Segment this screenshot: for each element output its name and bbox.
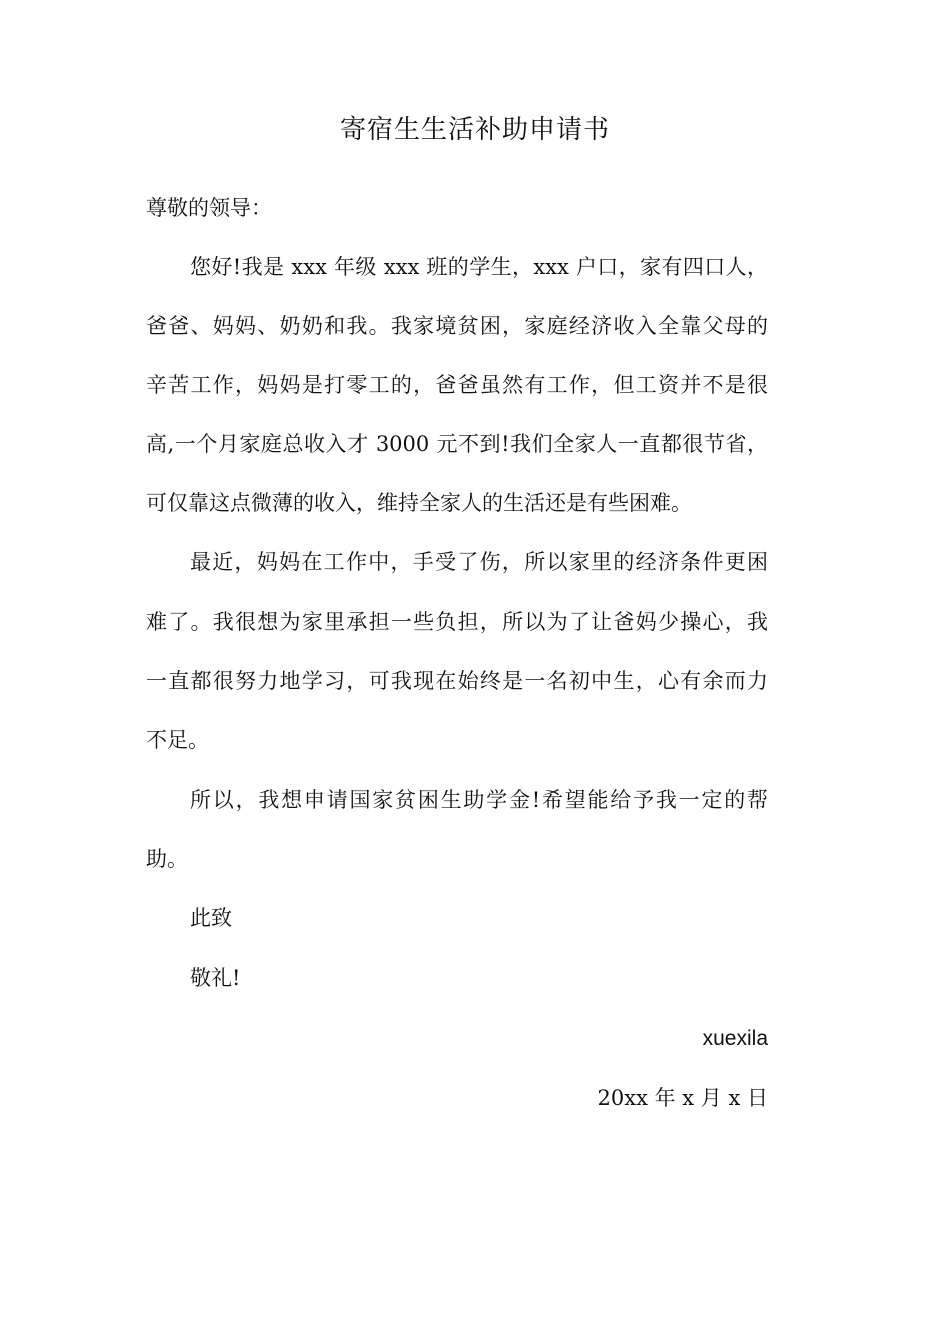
paragraph-2-line-3: 一直都很努力地学习，可我现在始终是一名初中生，心有余而力	[146, 669, 768, 693]
paragraph-1-line-3: 辛苦工作，妈妈是打零工的，爸爸虽然有工作，但工资并不是很	[146, 373, 768, 397]
paragraph-1-line-5: 可仅靠这点微薄的收入，维持全家人的生活还是有些困难。	[146, 491, 692, 515]
paragraph-2-line-2: 难了。我很想为家里承担一些负担，所以为了让爸妈少操心，我	[146, 610, 768, 634]
paragraph-2-line-4: 不足。	[146, 728, 209, 752]
paragraph-1-line-2: 爸爸、妈妈、奶奶和我。我家境贫困，家庭经济收入全靠父母的	[146, 314, 768, 338]
paragraph-1-line-4: 高,一个月家庭总收入才 3000 元不到!我们全家人一直都很节省，	[146, 432, 768, 456]
paragraph-3-line-1: 所以，我想申请国家贫困生助学金!希望能给予我一定的帮	[190, 788, 768, 812]
salutation: 尊敬的领导：	[146, 196, 272, 220]
paragraph-1-line-1: 您好!我是 xxx 年级 xxx 班的学生，xxx 户口，家有四口人，	[190, 255, 768, 279]
closing-cizhi: 此致	[190, 906, 232, 930]
closing-jingli: 敬礼!	[190, 966, 241, 990]
date: 20xx 年 x 月 x 日	[597, 1086, 768, 1110]
document-title: 寄宿生生活补助申请书	[339, 115, 610, 145]
signature: xuexila	[702, 1027, 768, 1050]
paragraph-2-line-1: 最近，妈妈在工作中，手受了伤，所以家里的经济条件更困	[190, 550, 768, 574]
paragraph-3-line-2: 助。	[146, 847, 188, 871]
